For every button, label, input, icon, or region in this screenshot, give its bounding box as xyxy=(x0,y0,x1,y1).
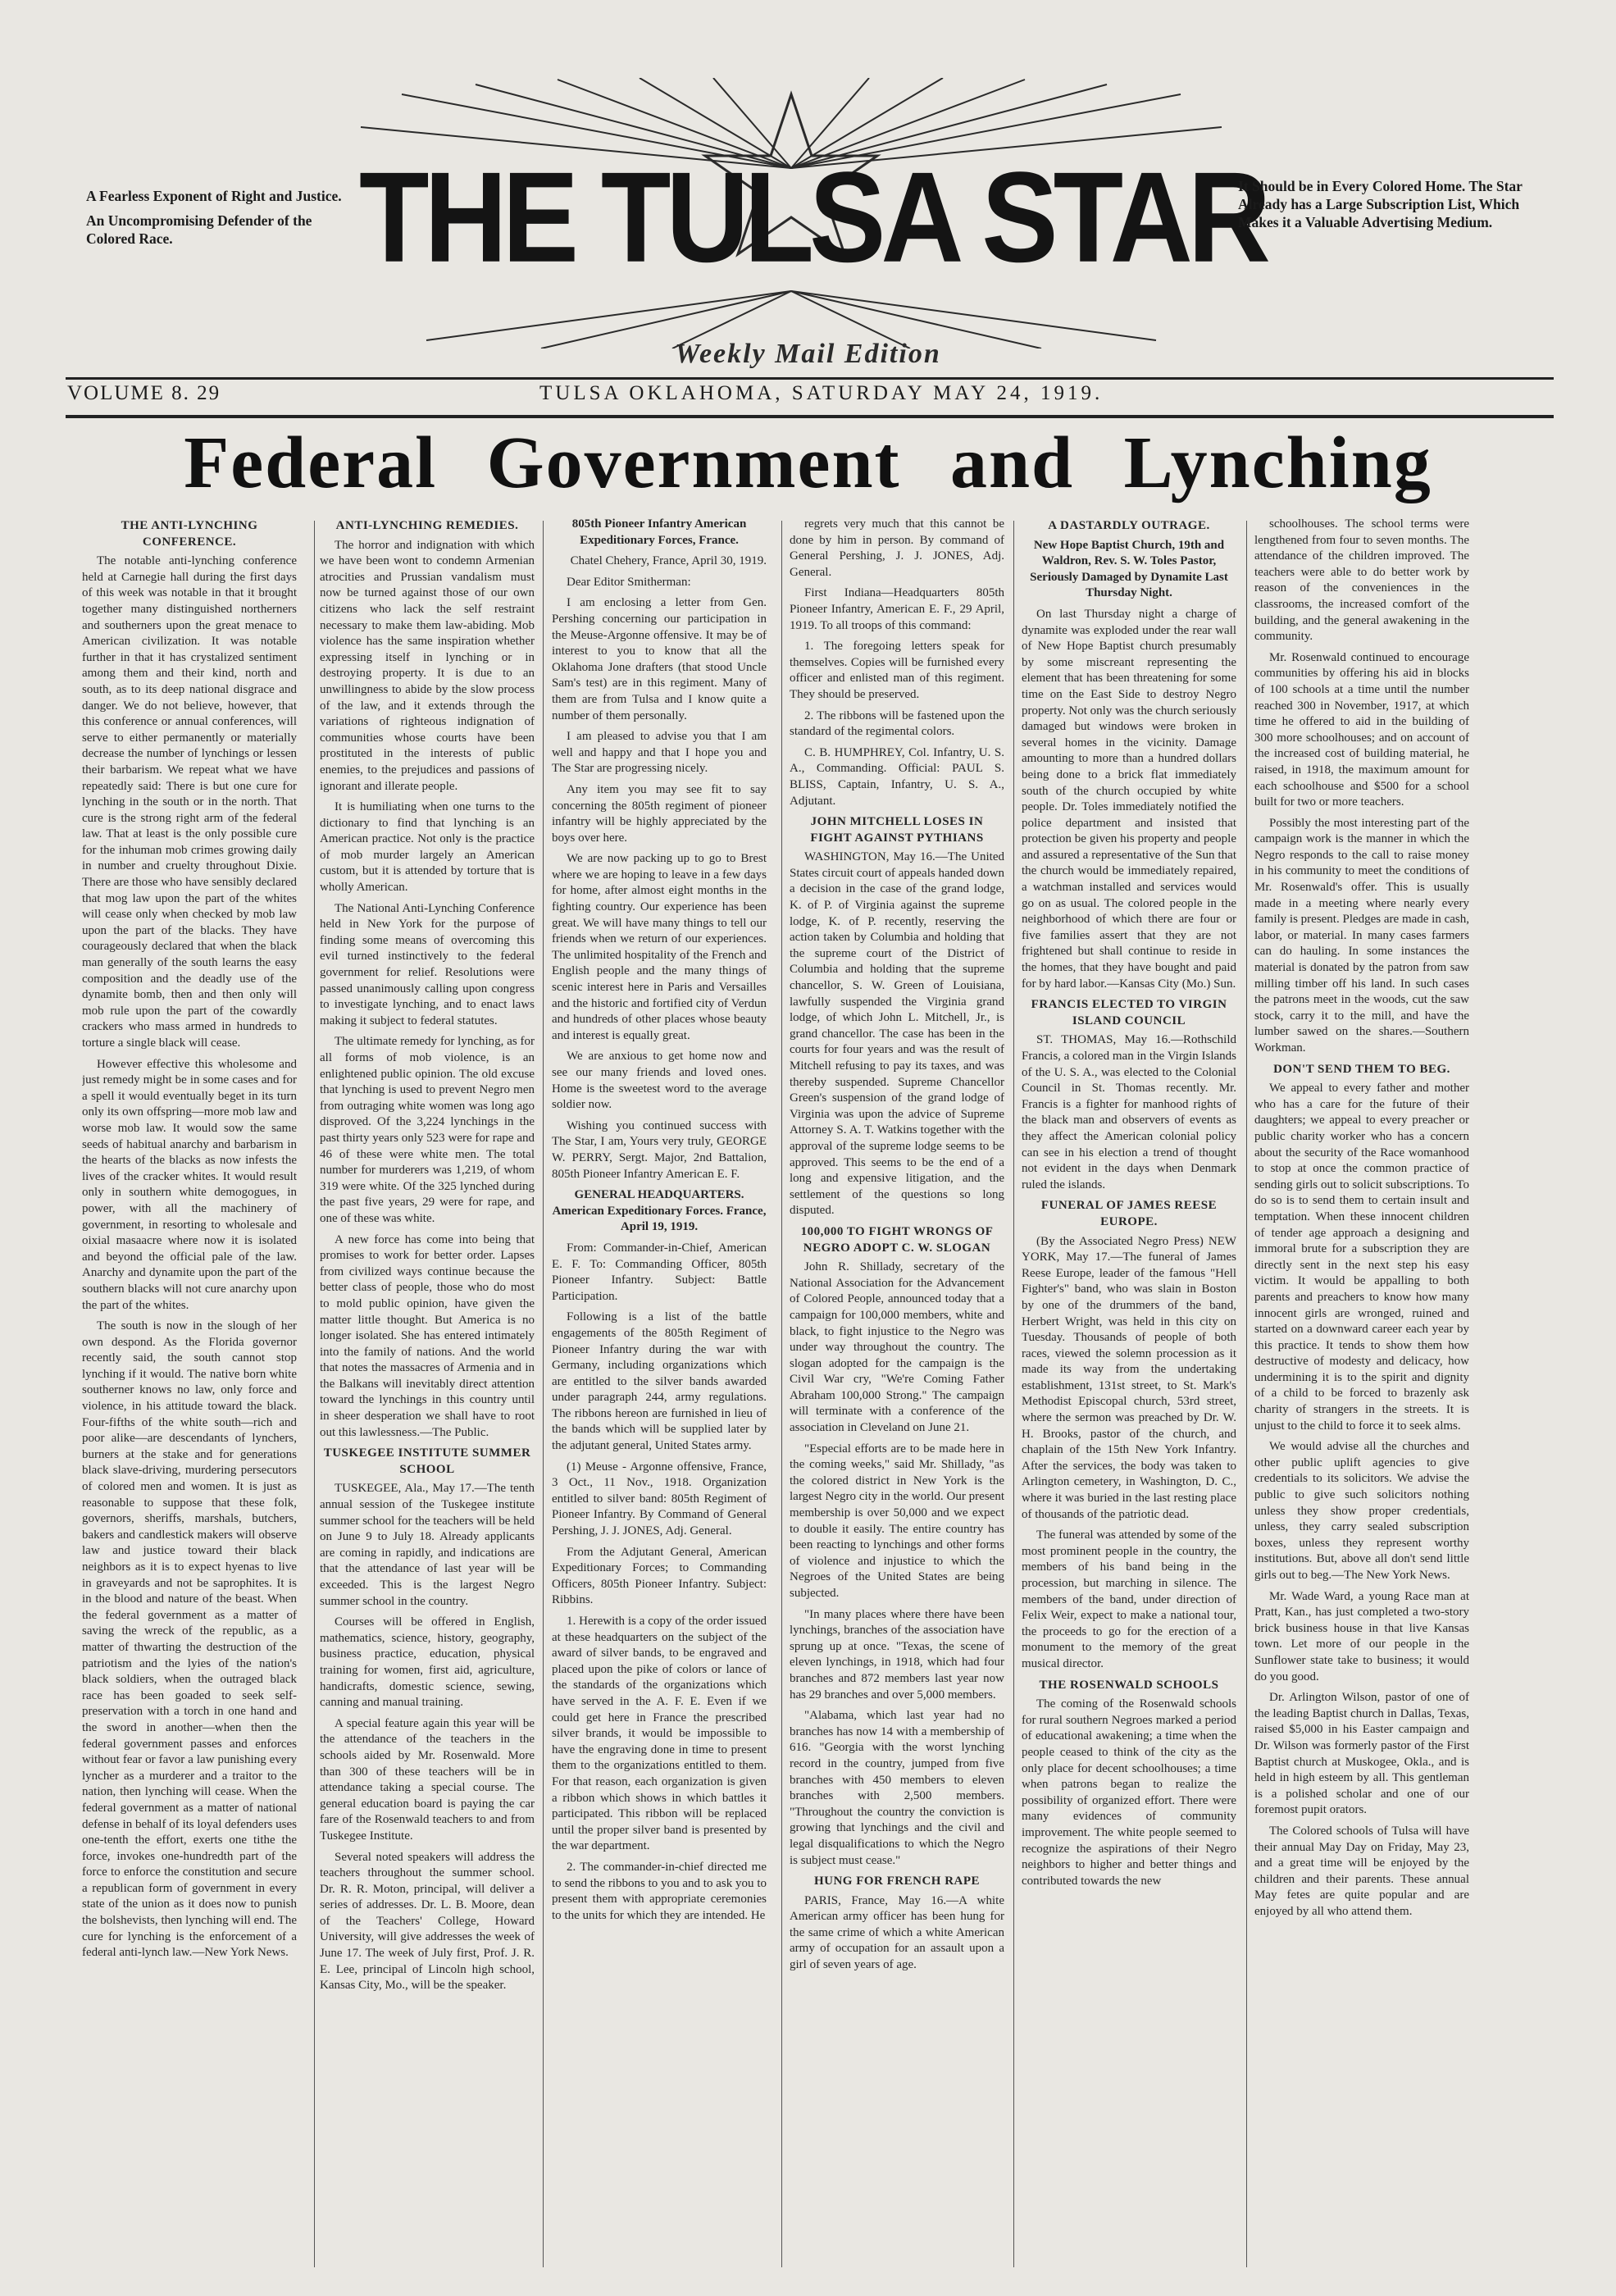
article-paragraph: First Indiana—Headquarters 805th Pioneer Infantry, American E. F., 29 April, 1919. To all troops of this command: xyxy=(790,586,1004,632)
article-paragraph: It is humiliating when one turns to the dictionary to find that lynching is an American practice. Not only is the practice of mob murder largely an American custom, but it is attended by torture that is wholly American. xyxy=(320,800,535,895)
article-paragraph: We are now packing up to go to Brest where we are hoping to leave in a few days for home, after almost eight months in the fighting country. Our experience has been great. We will have many things to tell our friends when we return of our experiences. The unlimited hospitality of the French and English people and the many things of scenic interest here in Paris and Versailles and the historic and fortified city of Verdun and hundreds of other places whose beauty and interest is equally great. xyxy=(552,852,767,1042)
column-6 xyxy=(1254,517,1469,2271)
article-title: ANTI-LYNCHING REMEDIES. xyxy=(335,519,519,532)
article-paragraph: Dr. Arlington Wilson, pastor of one of the leading Baptist church in Dallas, Texas, raised $5,000 in his Easter campaign and Dr. Wilson was formerly pastor of the First Baptist church at Muskogee, Okla., and is held in high esteem by all. This gentleman is a polished scholar and one of our foremost pupit orators. xyxy=(1254,1691,1469,1817)
article-title: JOHN MITCHELL LOSES IN FIGHT AGAINST PYTHIANS xyxy=(810,815,984,845)
edition-label: Weekly Mail Edition xyxy=(675,339,941,369)
masthead-title: THE TULSA STAR xyxy=(359,144,1266,289)
article-title: TUSKEGEE INSTITUTE SUMMER SCHOOL xyxy=(323,1446,531,1476)
article-paragraph: Mr. Rosenwald continued to encourage communities by offering his aid in blocks of 100 schools at a time until the number reached 300 in November, 1917, at which time he offered to aid in the building of 300 more schoolhouses; and on account of the increased cost of building material, he raised, in 1918, the maximum amount for each schoolhouse and $500 for a school built for two or more teachers. xyxy=(1254,650,1469,809)
article-paragraph: 2. The ribbons will be fastened upon the standard of the regimental colors. xyxy=(790,708,1004,739)
article-subhead: GENERAL HEADQUARTERS. American Expeditionary Forces. France, April 19, 1919. xyxy=(552,1188,767,1234)
article-paragraph: ST. THOMAS, May 16.—Rothschild Francis, a colored man in the Virgin Islands of the U. S. A., was elected to the Colonial Council in St. Thomas recently. Mr. Francis is a fighter for manhood rights of the black man and observers of events as they affect the American colonial policy can see in his election a trend of thought not evident in the days when Denmark ruled the islands. xyxy=(1022,1033,1236,1191)
article-paragraph: TUSKEGEE, Ala., May 17.—The tenth annual session of the Tuskegee institute summer school for the teachers will be held on June 9 to July 18. Already applicants are coming in rapidly, and indications are that the attendance of last year will be exceeded. This is the largest Negro summer school in the country. xyxy=(320,1482,535,1608)
tagline-left xyxy=(86,187,357,254)
article-paragraph: schoolhouses. The school terms were lengthened from four to seven months. The attendance of the children improved. The teachers were able to do better work by reason of the conveniences in the classrooms, the increased comfort of the building, and the general awakening in the community. xyxy=(1254,517,1469,644)
dateline: TULSA OKLAHOMA, SATURDAY MAY 24, 1919. xyxy=(539,382,1104,404)
article-paragraph: Several noted speakers will address the teachers throughout the summer school. Dr. R. R. Moton, principal, will deliver a series of addresses. Dr. L. B. Moore, dean of the Teachers' College, Howard University, will give addresses the week of June 17. The week of July first, Prof. J. R. E. Lee, principal of Lincoln high school, Kansas City, Mo., will be the speaker. xyxy=(320,1850,535,1993)
article-paragraph: (1) Meuse - Argonne offensive, France, 3 Oct., 11 Nov., 1918. Organization entitled to silver band: 805th Regiment of Pioneer Infantry. By Command of General Pershing, J. J. JONES, Adj. General. xyxy=(552,1460,767,1538)
tagline-right-text: It Should be in Every Colored Home. The Star Already has a Large Subscription List, Which Makes it a Valuable Advertising Medium. xyxy=(1238,178,1523,230)
article-paragraph: The horror and indignation with which we have been wont to condemn Armenian atrocities and Prussian vandalism must now be turned against those of our own citizens who lack the self restraint necessary to make them law-abiding. Mob violence has the same inspiration whether expressing itself in lynching or in destroying property. It is due to an unwillingness to abide by the slow process of the law, and it extends through the variations of righteous indignation of communities whose courts have been prostituted in the interests of public enemies, to the prejudices and passions of ignorant and illerate people. xyxy=(320,538,535,793)
article-paragraph: The south is now in the slough of her own despond. As the Florida governor recently said, the south cannot stop lynching if it would. The native born white southerner knows no law, only force and violence, in his attitude toward the black. Four-fifths of the white south—rich and poor alike—are descendants of lynchers, burners at the stake and for generations black slave-driving, murdering persecutors of colored men and women. It is just as reasonable to suppose that these folk, governors, sheriffs, marshals, butchers, bakers and candlestick makers will observe law and justice toward their black neighbors as it is to expect hyenas to live in graveyards and not be saprophites. It is in the blood and nature of the beast. When the federal government as a matter of saving the wreck of the republic, as a matter of thwarting the destruction of the patriotism and the lyies of the nation's black soldiers, when the outraged black race has been goaded to seek self-preservation with a torch in one hand and the sword in another—when then the federal government passes and enforces without fear or favor a law punishing every lyncher as a murderer and a traitor to the nation, then lynching will cease. When the federal government as a matter of national defense in behalf of its loyal defenders uses one-tenth the effort, exerts one tithe the force, invokes one-hundredth part of the force to enforce the constitution and secure a republican form of government in every state of the union as it does now to punish the bolshevists, then lynching will end. The cure for lynching is the enforcement of a federal anti-lynch law.—New York News. xyxy=(82,1319,297,1960)
article-paragraph: PARIS, France, May 16.—A white American army officer has been hung for the same crime of which a white American army of occupation for an assault upon a girl of seven years of age. xyxy=(790,1893,1004,1972)
article-paragraph: The Colored schools of Tulsa will have their annual May Day on Friday, May 23, and a great time will be enjoyed by the children and their parents. These annual May fetes are quite popular and are enjoyed by all who attend them. xyxy=(1254,1824,1469,1918)
article-paragraph: The coming of the Rosenwald schools for rural southern Negroes marked a period of educational awakening; a time when the people ceased to think of the city as the only place for decent schoolhouses; a time when patrons began to realize the possibility of organized effort. There were many evidences of community improvement. The white people seemed to recognize the aspirations of their Negro neighbors to higher and better things and contributed towards the new xyxy=(1022,1697,1236,1888)
article-paragraph: We are anxious to get home now and see our many friends and loved ones. Home is the sweetest word to the average soldier now. xyxy=(552,1050,767,1112)
article-paragraph: "Alabama, which last year had no branches has now 14 with a membership of 616. "Georgia with the worst lynching record in the country, jumped from five branches with 450 members to eleven branches with 2,500 members. "Throughout the country the conviction is growing that lynchings and the civil and legal disqualifications to which the Negro is subject must cease." xyxy=(790,1709,1004,1867)
article-columns xyxy=(82,517,1574,2271)
article-paragraph: Following is a list of the battle engagements of the 805th Regiment of Pioneer Infantry during the war with Germany, including organizations which are entitled to the silver bands awarded under paragraph 244, army regulations. The ribbons hereon are furnished in lieu of the bands which will be supplied later by the adjutant general, United States army. xyxy=(552,1310,767,1453)
article-paragraph: The funeral was attended by some of the most prominent people in the country, the members of his band being in the procession, but marching in silence. The members of the band, under direction of Felix Weir, expect to make a national tour, the proceeds to go for the erection of a monument to the memory of the great musical director. xyxy=(1022,1528,1236,1670)
column-3 xyxy=(552,517,767,2271)
article-paragraph: We would advise all the churches and other public uplift agencies to give credentials to its solicitors. We advise the public to give such solicitors nothing unless they show proper credentials, unless, they carry sealed subscription boxes, unless they represent worthy institutions. But, above all don't send little girls out to beg.—The New York News. xyxy=(1254,1440,1469,1582)
tagline-left-1: A Fearless Exponent of Right and Justice. xyxy=(86,188,342,204)
volume-number: VOLUME 8. 29 xyxy=(67,382,221,404)
article-paragraph: regrets very much that this cannot be done by him in person. By command of General Pershing, J. J. JONES, Adj. General. xyxy=(790,517,1004,579)
article-paragraph: Any item you may see fit to say concerning the 805th regiment of pioneer infantry will be highly appreciated by the boys over here. xyxy=(552,782,767,845)
main-headline: Federal Government and Lynching xyxy=(184,422,1432,503)
top-rule xyxy=(66,377,1554,380)
article-paragraph: Mr. Wade Ward, a young Race man at Pratt, Kan., has just completed a two-story brick business house in that live Kansas town. Let more of our people in the Sunflower state take to business; it would do you good. xyxy=(1254,1589,1469,1683)
article-paragraph: WASHINGTON, May 16.—The United States circuit court of appeals handed down a decision in the case of the grand lodge, K. of P. of Virginia against the supreme lodge, K. of P. recently, reserving the action taken by Columbia and holding that the supreme court of the District of Columbia and holding that the supreme chancellor, S. W. Green of Louisiana, lawfully suspended the Virginia grand lodge, of which John L. Mitchell, Jr., is grand chancellor. The case has been in the courts for four years and was the result of Mitchell refusing to pay its taxes, and was thereby suspended. Supreme Chancellor Green's suspension of the grand lodge of Virginia was upon the advice of Supreme Attorney S. A. T. Watkins together with the approval of the supreme lodge seems to be approved. This seems to be the end of a long and expensive litigation, and the settlement of the questions so long disputed. xyxy=(790,850,1004,1218)
article-paragraph: On last Thursday night a charge of dynamite was exploded under the rear wall of New Hope Baptist church presumably by some miscreant representing the element that has been threatening for some time on the East Side to destroy Negro property. Not only was the church seriously damaged but windows were broken in several homes in the vicinity. Damage amounting to more than a hundred dollars being done to a brick flat immediately south of the church occupied by white people. Dr. Toles immediately notified the police department and insisted that protection be given his property and people and assured a representative of the Sun that the church would be immediately repaired, a watchman installed and services would go on as usual. The colored people in the neighborhood of which there are four or five families assert that they are not frightened but shall continue to reside in the homes, that they have bought and paid for by hard labor.—Kansas City (Mo.) Sun. xyxy=(1022,607,1236,991)
tagline-left-2: An Uncompromising Defender of the Colored Race. xyxy=(86,212,312,247)
article-title: THE ROSENWALD SCHOOLS xyxy=(1039,1678,1219,1692)
article-paragraph: C. B. HUMPHREY, Col. Infantry, U. S. A., Commanding. Official: PAUL S. BLISS, Captain, Infantry, U. S. A., Adjutant. xyxy=(790,745,1004,808)
article-paragraph: A special feature again this year will be the attendance of the teachers in the schools aided by Mr. Rosenwald. More than 300 of these teachers will be in attendance taking a special course. The general education board is paying the car fare of the Rosenwald teachers to and from Tuskegee Institute. xyxy=(320,1716,535,1843)
article-paragraph: "Especial efforts are to be made here in the coming weeks," said Mr. Shillady, "as the colored district in New York is the largest Negro city in the world. Our present membership is over 50,000 and we expect to double it easily. The entire country has been reacting to lynchings and other forms of violence and injustice to which the Negroes of the United States are being subjected. xyxy=(790,1442,1004,1600)
article-title: DON'T SEND THEM TO BEG. xyxy=(1273,1062,1450,1076)
article-paragraph: From the Adjutant General, American Expeditionary Forces; to Commanding Officers, 805th Pioneer Infantry. Subject: Ribbins. xyxy=(552,1545,767,1607)
article-title: THE ANTI-LYNCHING CONFERENCE. xyxy=(121,519,258,549)
column-2 xyxy=(320,517,535,2271)
article-title: FRANCIS ELECTED TO VIRGIN ISLAND COUNCIL xyxy=(1031,998,1227,1027)
article-paragraph: Possibly the most interesting part of the campaign work is the manner in which the Negro responds to the call to raise money in his community to meet the conditions of Mr. Rosenwald's offer. This is usually made in a meeting where nearly every family is present. Pledges are made in cash, labor, or material. In many cases farmers can do hauling. In some instances the material is donated by the patron from saw milling timber off his land. In such cases the patrons meet in the woods, cut the saw stock, carry it to the mill, and have the lumber sawed on the shares.—Southern Workman. xyxy=(1254,816,1469,1055)
article-paragraph: However effective this wholesome and just remedy might be in some cases and for a spell it would eventually beget in its turn only its own offspring—more mob law and worse mob law. It would sow the same seeds of habitual anarchy and barbarism in the hearts of the blacks as now infests the lives of the cracker whites. It would result only in southern white demogogues, in power, with all the machinery of government, in resorting to wholesale and oixial masaacre where now it is isolated and beyond the official pale of the law. Anarchy and dynamite upon the part of the southern blacks will not cure anarchy upon the part of the whites. xyxy=(82,1057,297,1312)
article-paragraph: A new force has come into being that promises to work for better order. Lapses from civilized ways continue because the better class of people, those who do most to mold public opinion, have given the matter little thought. But America is no longer isolated. She has entered intimately into the family of nations. And the world that notes the massacres of Armenia and in the Balkans will inevitably direct attention toward the lynchings in this country until in sheer desperation we shall have to root out this lawlessness.—The Public. xyxy=(320,1232,535,1439)
article-paragraph: (By the Associated Negro Press) NEW YORK, May 17.—The funeral of James Reese Europe, leader of the famous "Hell Fighter's" band, who was slain in Boston by one of the drummers of the band, Herbert Wright, was held in this city on Tuesday. Thousands of people of both races, viewed the solemn procession as it made its way from the undertaking establishment, 131st street, to St. Mark's Methodist Episcopal church, 53rd street, where the sermon was preached by Dr. W. H. Brooks, pastor of the church, and chaplain of the 15th New York Infantry. After the services, the body was taken to Arlington cemetery, in Washington, D. C., where it was buried in the last resting place of thousands of the patriotic dead. xyxy=(1022,1234,1236,1521)
article-paragraph: The National Anti-Lynching Conference held in New York for the purpose of finding some means of overcoming this evil turned instinctively to the federal government for relief. Resolutions were passed unanimously calling upon congress to investigate lynching, and to enact laws making it subject to federal statutes. xyxy=(320,901,535,1027)
article-paragraph: 1. The foregoing letters speak for themselves. Copies will be furnished every officer and enlisted man of this regiment. They should be preserved. xyxy=(790,640,1004,701)
article-paragraph: I am pleased to advise you that I am well and happy and that I hope you and The Star are progressing nicely. xyxy=(552,730,767,776)
article-paragraph: I am enclosing a letter from Gen. Pershing concerning our participation in the Meuse-Argonne offensive. It may be of interest to you to know that all the Oklahoma Jone drafters (that stood Uncle Sam's test) are in this regiment. Many of them are from Tulsa and I know quite a number of them personally. xyxy=(552,596,767,722)
article-title: 100,000 TO FIGHT WRONGS OF NEGRO ADOPT C. W. SLOGAN xyxy=(800,1224,994,1255)
article-subhead: New Hope Baptist Church, 19th and Waldron, Rev. S. W. Toles Pastor, Seriously Damaged by Dynamite Last Thursday Night. xyxy=(1030,538,1228,600)
article-paragraph: We appeal to every father and mother who has a care for the future of their daughters; we appeal to every preacher or public charity worker who has a concern about the security of the Race womanhood to stop at once the common practice of sending girls out to solicit subscriptions. To do so is to send them to certain insult and temptation. When these innocent children of tender age approach a designing and immoral brute for a subscription they are directly sent in the next step his easy victim. It would be appalling to both parents and preachers to know how many innocent girls are wronged, ruined and started on a downward career each year by this practice. It tends to show them how destructive of modesty and delicacy, how undermining it is to the spirit and dignity of a child to be forced to brazenly ask charity of strangers in the streets. It is unjust to the child to force it to seek alms. xyxy=(1254,1082,1469,1433)
article-title: HUNG FOR FRENCH RAPE xyxy=(813,1875,981,1888)
article-paragraph: From: Commander-in-Chief, American E. F. To: Commanding Officer, 805th Pioneer Infantry. Subject: Battle Participation. xyxy=(552,1241,767,1303)
article-title: FUNERAL OF JAMES REESE EUROPE. xyxy=(1040,1199,1218,1228)
article-paragraph: Chatel Chehery, France, April 30, 1919. xyxy=(570,554,767,568)
column-1 xyxy=(82,517,297,2271)
article-paragraph: Dear Editor Smitherman: xyxy=(567,575,691,589)
tagline-right xyxy=(1238,177,1550,238)
article-paragraph: "In many places where there have been lynchings, branches of the association have sprung up at once. "Texas, the scene of eleven lynchings, in 1918, which had four branches and 872 members last year now has 29 branches and over 5,000 members. xyxy=(790,1607,1004,1702)
article-title: A DASTARDLY OUTRAGE. xyxy=(1048,519,1210,532)
column-4 xyxy=(790,517,1004,2271)
article-paragraph: 1. Herewith is a copy of the order issued at these headquarters on the subject of the award of silver bands, to be engraved and placed upon the pike of colors or lance of the standards of the organizations which have served in the A. F. E. Even if we could get here in France the prescribed silver brands, it would be impossible to have the engraving done in time to present them to the organizations entitled to them. For that reason, each organization is given a ribbon which shows in which battles it participated. This ribbon will be replaced until the proper silver band is presented by the war department. xyxy=(552,1615,767,1853)
column-5 xyxy=(1022,517,1236,2271)
article-subhead: 805th Pioneer Infantry American Expeditionary Forces, France. xyxy=(571,517,747,547)
article-paragraph: John R. Shillady, secretary of the National Association for the Advancement of Colored People, announced today that a campaign for 100,000 members, white and black, to fight injustice to the Negro was under way throughout the country. The slogan adopted for the campaign is the Civil War cry, "We're Coming Father Abraham 100,000 Strong." The campaign will terminate with a conference of the association in Cleveland on June 21. xyxy=(790,1260,1004,1435)
article-paragraph: Courses will be offered in English, mathematics, science, history, geography, business practice, education, physical training for women, first aid, agriculture, handicrafts, domestic science, sewing, canning and manual training. xyxy=(320,1615,535,1710)
article-paragraph: The notable anti-lynching conference held at Carnegie hall during the first days of this week was notable in that it brought together many distinguished northerners and southerners upon the great menace to American civilization. It was notable further in that it has crystalized sentiment among them and their kind, north and south, as to its deep national disgrace and danger. We do not believe, however, that this conference or annual conferences, will serve to either permanently or materially decrease the number of lynchings or lessen their barbarism. We repeat what we have repeatedly said: There is but one cure for lynching in the south or in the north. That cure is the strong right arm of the federal law. That at least is the only possible cure for the inhuman mob crimes growing daily in number and cruelty throughout Dixie. There are those who have sensibly declared that mog law upon the part of the whites will cease only when checked by mob law upon the part of the blacks. They have courageously declared that when the black man generally of the south learns the easy composition and the deadly use of the dynamite bomb, then and then only will mob rule upon the part of the cowardly crackers who mass armed in hundreds to torture a single black will cease. xyxy=(82,554,297,1050)
article-paragraph: 2. The commander-in-chief directed me to send the ribbons to you and to ask you to present them with appropriate ceremonies to the units for which they are intended. He xyxy=(552,1860,767,1922)
article-paragraph: Wishing you continued success with The Star, I am, Yours very truly, GEORGE W. PERRY, Sergt. Major, 2nd Battalion, 805th Pioneer Infantry American E. F. xyxy=(552,1118,767,1181)
article-paragraph: The ultimate remedy for lynching, as for all forms of mob violence, is an enlightened public opinion. The old excuse that lynching is used to prevent Negro men from outraging white women was long ago disproved. Of the 3,224 lynchings in the past thirty years only 523 were for rape and 46 of these were white men. The total number for murderers was 1,219, of whom 319 were white. Of the 325 lynched during the past five years, 29 were for rape, and one of these was white. xyxy=(320,1035,535,1225)
masthead-block xyxy=(328,78,1266,348)
